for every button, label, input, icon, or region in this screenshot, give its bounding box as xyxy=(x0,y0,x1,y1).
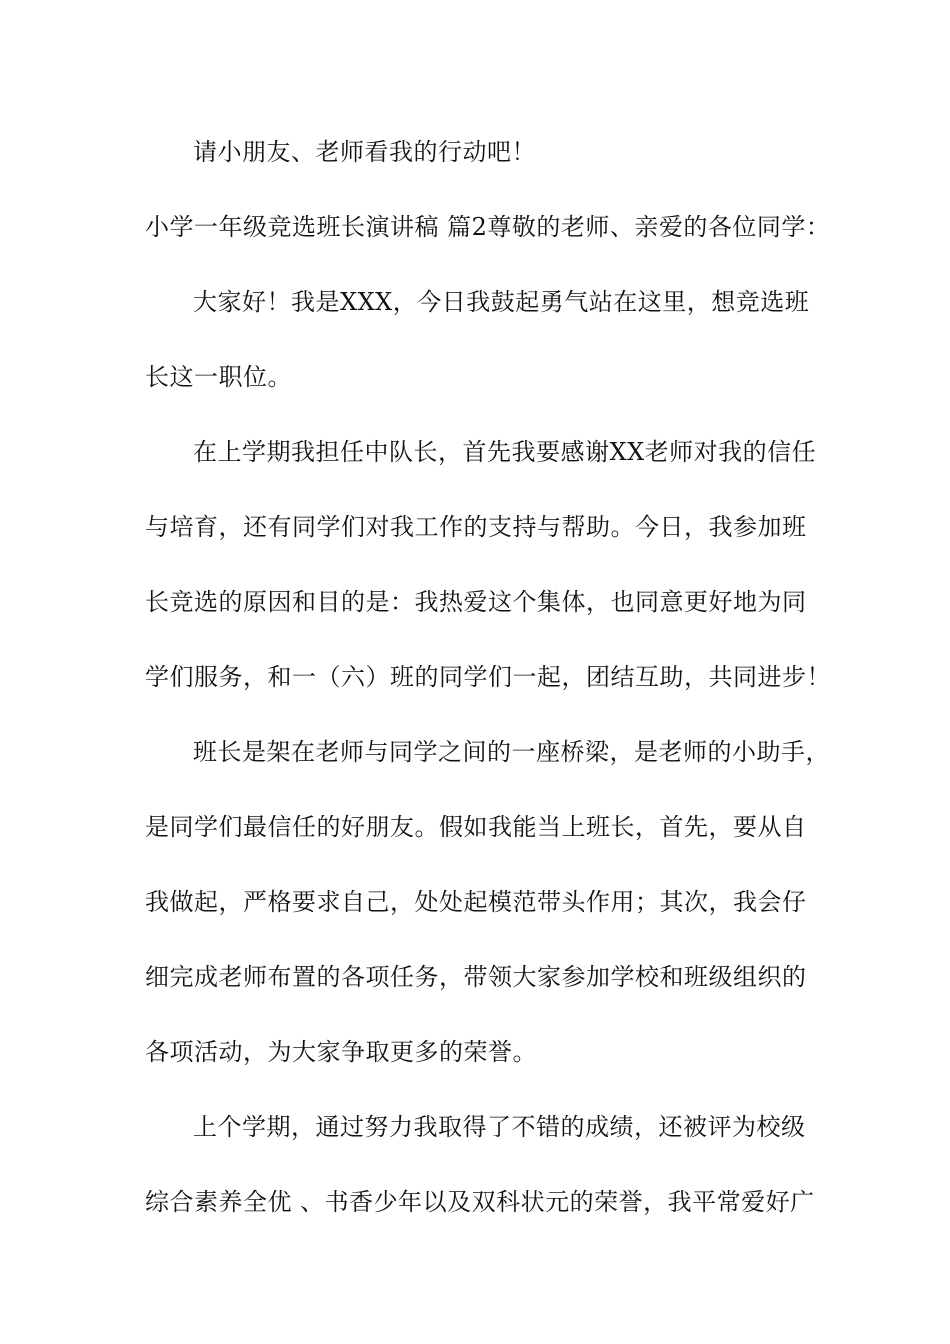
text-line-6: 与培育，还有同学们对我工作的支持与帮助。今日，我参加班 xyxy=(145,513,807,541)
text-line-3: 大家好！我是XXX，今日我鼓起勇气站在这里，想竞选班 xyxy=(193,288,810,316)
text-line-15: 综合素养全优 、书香少年以及双科状元的荣誉，我平常爱好广 xyxy=(145,1188,815,1216)
text-line-12: 细完成老师布置的各项任务，带领大家参加学校和班级组织的 xyxy=(145,963,807,991)
text-line-14: 上个学期，通过努力我取得了不错的成绩，还被评为校级 xyxy=(193,1113,806,1141)
text-line-5: 在上学期我担任中队长，首先我要感谢XX老师对我的信任 xyxy=(193,438,817,466)
text-line-9: 班长是架在老师与同学之间的一座桥梁，是老师的小助手， xyxy=(193,738,830,766)
text-line-8: 学们服务，和一（六）班的同学们一起，团结互助，共同进步！ xyxy=(145,663,831,691)
text-line-7: 长竞选的原因和目的是：我热爱这个集体，也同意更好地为同 xyxy=(145,588,807,616)
text-line-4: 长这一职位。 xyxy=(145,363,292,391)
text-line-10: 是同学们最信任的好朋友。假如我能当上班长，首先，要从自 xyxy=(145,813,807,841)
text-line-2: 小学一年级竞选班长演讲稿 篇2尊敬的老师、亲爱的各位同学： xyxy=(145,213,831,241)
text-line-1: 请小朋友、老师看我的行动吧！ xyxy=(193,138,536,166)
text-line-13: 各项活动，为大家争取更多的荣誉。 xyxy=(145,1038,537,1066)
text-line-11: 我做起，严格要求自己，处处起模范带头作用；其次，我会仔 xyxy=(145,888,807,916)
